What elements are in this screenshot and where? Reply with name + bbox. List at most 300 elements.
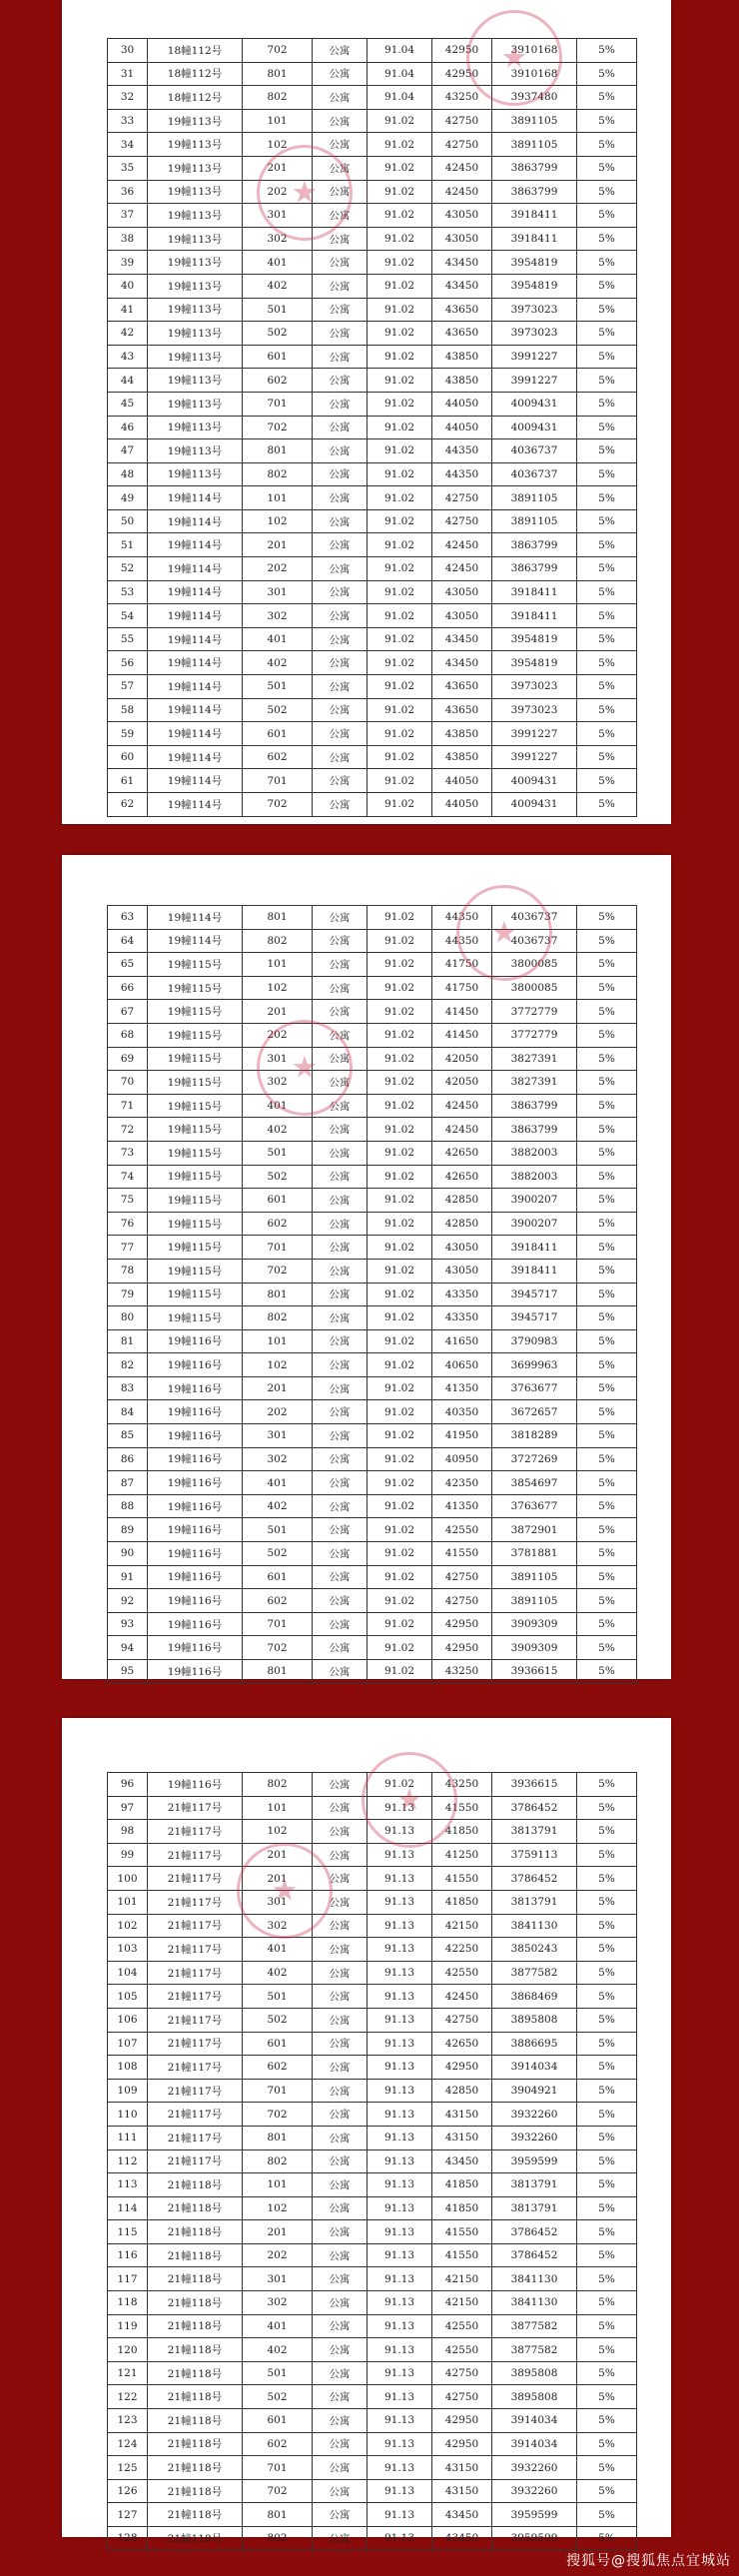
table-cell: 302 [243,1914,313,1938]
table-cell: 91.02 [368,976,432,1000]
table-cell: 91.02 [368,1542,432,1566]
table-cell: 3918411 [492,580,577,604]
table-cell: 5% [577,1961,637,1985]
table-cell: 302 [243,2291,313,2315]
table-cell: 201 [243,1376,313,1400]
table-cell: 41250 [432,1843,492,1867]
table-cell: 18幢112号 [148,86,243,110]
table-cell: 67 [108,1000,148,1024]
table-cell: 124 [108,2432,148,2456]
table-cell: 19幢115号 [148,1118,243,1142]
table-cell: 5% [577,976,637,1000]
table-cell: 公寓 [313,1306,368,1330]
table-cell: 91.02 [368,1071,432,1095]
table-cell: 5% [577,2032,637,2056]
table-cell: 502 [243,2385,313,2409]
table-cell: 21幢117号 [148,1867,243,1891]
table-cell: 81 [108,1329,148,1353]
table-cell: 公寓 [313,1938,368,1962]
table-cell: 公寓 [313,2196,368,2220]
table-row [108,39,637,63]
table-cell: 3904921 [492,2079,577,2103]
table-cell: 公寓 [313,2338,368,2362]
table-cell: 102 [243,1820,313,1844]
table-cell: 48 [108,462,148,486]
table-row [108,1094,637,1118]
table-cell: 19幢115号 [148,976,243,1000]
table-cell: 21幢117号 [148,2079,243,2103]
table-cell: 128 [108,2527,148,2551]
table-cell: 19幢114号 [148,698,243,722]
table-cell: 3909309 [492,1612,577,1636]
table-cell: 5% [577,2456,637,2480]
table-cell: 91.02 [368,1773,432,1797]
table-cell: 5% [577,1867,637,1891]
table-cell: 19幢116号 [148,1447,243,1471]
table-cell: 公寓 [313,1636,368,1660]
table-cell: 43450 [432,627,492,651]
table-cell: 3932260 [492,2103,577,2127]
table-cell: 91.13 [368,2243,432,2267]
table-cell: 43450 [432,2527,492,2551]
table-cell: 3918411 [492,1259,577,1283]
table-cell: 74 [108,1165,148,1189]
table-cell: 42450 [432,180,492,204]
table-cell: 5% [577,1773,637,1797]
table-cell: 5% [577,1189,637,1213]
table-cell: 103 [108,1938,148,1962]
table-cell: 5% [577,1376,637,1400]
table-cell: 5% [577,298,637,322]
table-cell: 公寓 [313,1914,368,1938]
table-cell: 5% [577,2126,637,2149]
table-cell: 117 [108,2267,148,2291]
table-cell: 73 [108,1141,148,1165]
table-cell: 402 [243,1118,313,1142]
table-cell: 公寓 [313,2456,368,2480]
table-cell: 公寓 [313,651,368,675]
table-cell: 5% [577,2479,637,2503]
table-row [108,156,637,180]
table-cell: 3973023 [492,698,577,722]
table-cell: 401 [243,251,313,275]
table-cell: 3891105 [492,1565,577,1589]
table-cell: 701 [243,392,313,416]
table-cell: 702 [243,793,313,817]
table-cell: 3863799 [492,1118,577,1142]
table-cell: 401 [243,627,313,651]
table-cell: 19幢115号 [148,1047,243,1071]
table-cell: 98 [108,1820,148,1844]
table-cell: 79 [108,1283,148,1306]
table-cell: 19幢113号 [148,274,243,298]
table-cell: 公寓 [313,2079,368,2103]
table-cell: 63 [108,906,148,930]
table-cell: 301 [243,1424,313,1448]
table-cell: 91.02 [368,1565,432,1589]
table-cell: 91.13 [368,1961,432,1985]
table-cell: 19幢113号 [148,392,243,416]
table-cell: 公寓 [313,1094,368,1118]
table-cell: 35 [108,156,148,180]
table-cell: 56 [108,651,148,675]
table-cell: 5% [577,1565,637,1589]
table-cell: 公寓 [313,109,368,133]
table-cell: 3813791 [492,1820,577,1844]
table-cell: 89 [108,1518,148,1542]
table-cell: 41850 [432,1890,492,1914]
table-cell: 5% [577,2220,637,2244]
table-row [108,906,637,930]
table-cell: 91.13 [368,2409,432,2433]
table-cell: 42550 [432,1961,492,1985]
table-cell: 43650 [432,698,492,722]
table-cell: 19幢113号 [148,369,243,393]
table-cell: 3891105 [492,509,577,533]
table-row [108,1542,637,1566]
table-cell: 公寓 [313,1985,368,2009]
table-cell: 3854697 [492,1471,577,1495]
table-cell: 101 [243,1329,313,1353]
table-cell: 3841130 [492,2267,577,2291]
table-row [108,1796,637,1820]
table-cell: 3959599 [492,2503,577,2527]
table-cell: 102 [243,133,313,157]
table-cell: 3914034 [492,2409,577,2433]
table-cell: 42950 [432,1636,492,1660]
table-cell: 3850243 [492,1938,577,1962]
table-cell: 91.02 [368,1259,432,1283]
table-row [108,1400,637,1424]
table-cell: 公寓 [313,1494,368,1518]
table-cell: 公寓 [313,227,368,251]
table-cell: 5% [577,2149,637,2173]
table-cell: 5% [577,953,637,977]
table-cell: 19幢116号 [148,1589,243,1613]
table-row [108,976,637,1000]
table-cell: 91.02 [368,298,432,322]
table-cell: 85 [108,1424,148,1448]
table-cell: 公寓 [313,86,368,110]
table-cell: 100 [108,1867,148,1891]
table-cell: 3786452 [492,2243,577,2267]
table-cell: 公寓 [313,1612,368,1636]
table-row [108,62,637,86]
table-row [108,416,637,439]
table-cell: 43450 [432,274,492,298]
table-cell: 101 [243,1796,313,1820]
table-row [108,1047,637,1071]
table-cell: 801 [243,1283,313,1306]
table-cell: 公寓 [313,322,368,346]
table-cell: 5% [577,1636,637,1660]
table-row [108,2173,637,2197]
table-row [108,251,637,275]
table-cell: 601 [243,1189,313,1213]
table-cell: 91.02 [368,251,432,275]
table-cell: 91.13 [368,1914,432,1938]
table-cell: 201 [243,2220,313,2244]
table-cell: 5% [577,769,637,793]
table-cell: 71 [108,1094,148,1118]
table-cell: 公寓 [313,1589,368,1613]
table-row [108,769,637,793]
table-cell: 21幢117号 [148,1820,243,1844]
table-cell: 102 [243,976,313,1000]
table-cell: 601 [243,722,313,746]
table-cell: 41350 [432,1494,492,1518]
table-cell: 公寓 [313,1424,368,1448]
table-cell: 19幢116号 [148,1542,243,1566]
table-cell: 公寓 [313,929,368,953]
table-cell: 105 [108,1985,148,2009]
table-cell: 3841130 [492,2291,577,2315]
table-cell: 19幢116号 [148,1636,243,1660]
table-cell: 41350 [432,1376,492,1400]
table-cell: 3932260 [492,2456,577,2480]
table-row [108,1612,637,1636]
table-row [108,604,637,628]
table-cell: 91.13 [368,2291,432,2315]
table-cell: 91.02 [368,345,432,369]
table-row [108,86,637,110]
table-cell: 702 [243,1259,313,1283]
table-cell: 3909309 [492,1636,577,1660]
table-cell: 公寓 [313,462,368,486]
table-cell: 30 [108,39,148,63]
table-cell: 21幢118号 [148,2361,243,2385]
table-cell: 602 [243,745,313,769]
table-row [108,462,637,486]
table-cell: 5% [577,1329,637,1353]
table-row [108,2243,637,2267]
table-cell: 公寓 [313,1329,368,1353]
table-cell: 91.02 [368,604,432,628]
table-cell: 19幢113号 [148,322,243,346]
table-cell: 91.02 [368,439,432,463]
table-cell: 19幢114号 [148,533,243,557]
table-cell: 公寓 [313,1660,368,1684]
table-cell: 108 [108,2056,148,2080]
table-cell: 19幢115号 [148,1165,243,1189]
table-cell: 82 [108,1353,148,1377]
table-cell: 公寓 [313,745,368,769]
table-cell: 公寓 [313,2267,368,2291]
table-cell: 公寓 [313,533,368,557]
table-cell: 91.13 [368,2479,432,2503]
table-cell: 43350 [432,1283,492,1306]
table-cell: 5% [577,1542,637,1566]
table-cell: 19幢115号 [148,1259,243,1283]
table-cell: 91.02 [368,204,432,228]
table-cell: 91.02 [368,1047,432,1071]
table-cell: 43250 [432,1660,492,1684]
table-cell: 46 [108,416,148,439]
table-cell: 5% [577,2267,637,2291]
table-cell: 115 [108,2220,148,2244]
table-cell: 19幢114号 [148,604,243,628]
table-cell: 801 [243,1660,313,1684]
table-row [108,2291,637,2315]
table-cell: 公寓 [313,369,368,393]
table-cell: 43450 [432,2503,492,2527]
table-cell: 126 [108,2479,148,2503]
table-cell: 501 [243,675,313,699]
table-cell: 91.02 [368,1636,432,1660]
table-row [108,2314,637,2338]
table-cell: 91.02 [368,1471,432,1495]
table-cell: 116 [108,2243,148,2267]
table-cell: 91.13 [368,2361,432,2385]
table-cell: 5% [577,1660,637,1684]
table-cell: 702 [243,2479,313,2503]
table-cell: 501 [243,298,313,322]
table-cell: 公寓 [313,2032,368,2056]
table-cell: 43450 [432,251,492,275]
table-cell: 54 [108,604,148,628]
table-cell: 36 [108,180,148,204]
table-cell: 40650 [432,1353,492,1377]
table-cell: 公寓 [313,580,368,604]
table-row [108,1914,637,1938]
table-cell: 42950 [432,2409,492,2433]
table-cell: 5% [577,1212,637,1236]
table-cell: 201 [243,1000,313,1024]
table-cell: 802 [243,2527,313,2551]
table-cell: 19幢114号 [148,580,243,604]
table-cell: 42750 [432,2361,492,2385]
table-cell: 68 [108,1023,148,1047]
table-row [108,1471,637,1495]
table-cell: 91.13 [368,2456,432,2480]
table-row [108,509,637,533]
table-cell: 43150 [432,2126,492,2149]
table-cell: 19幢115号 [148,1094,243,1118]
table-cell: 42750 [432,133,492,157]
table-cell: 5% [577,2338,637,2362]
table-cell: 4009431 [492,392,577,416]
table-cell: 202 [243,1023,313,1047]
table-cell: 3918411 [492,1236,577,1260]
table-cell: 802 [243,2149,313,2173]
table-cell: 5% [577,274,637,298]
table-cell: 3877582 [492,2338,577,2362]
table-cell: 19幢114号 [148,929,243,953]
table-cell: 19幢114号 [148,675,243,699]
table-row [108,2103,637,2127]
table-cell: 3900207 [492,1212,577,1236]
table-cell: 57 [108,675,148,699]
table-cell: 502 [243,1542,313,1566]
table-cell: 公寓 [313,2432,368,2456]
table-cell: 5% [577,1796,637,1820]
table-cell: 91.04 [368,86,432,110]
table-cell: 21幢117号 [148,2126,243,2149]
table-cell: 91.02 [368,322,432,346]
table-row [108,651,637,675]
table-cell: 42450 [432,533,492,557]
table-row [108,2149,637,2173]
table-cell: 801 [243,2126,313,2149]
table-cell: 公寓 [313,251,368,275]
table-cell: 3827391 [492,1047,577,1071]
table-cell: 301 [243,1890,313,1914]
table-cell: 302 [243,227,313,251]
table-cell: 43850 [432,369,492,393]
table-cell: 42750 [432,109,492,133]
table-cell: 19幢114号 [148,486,243,510]
table-cell: 19幢116号 [148,1773,243,1797]
table-cell: 21幢117号 [148,2149,243,2173]
table-cell: 5% [577,557,637,581]
table-cell: 91.13 [368,2196,432,2220]
table-cell: 801 [243,2503,313,2527]
table-cell: 91.13 [368,2503,432,2527]
table-cell: 5% [577,1471,637,1495]
table-cell: 19幢114号 [148,793,243,817]
table-cell: 5% [577,204,637,228]
table-cell: 5% [577,1306,637,1330]
table-cell: 701 [243,2456,313,2480]
table-cell: 公寓 [313,1353,368,1377]
table-cell: 41550 [432,1542,492,1566]
table-row [108,180,637,204]
table-cell: 91.13 [368,2432,432,2456]
table-cell: 5% [577,1023,637,1047]
table-cell: 106 [108,2008,148,2032]
table-cell: 402 [243,1494,313,1518]
table-cell: 109 [108,2079,148,2103]
table-cell: 91.02 [368,1212,432,1236]
table-cell: 91.02 [368,486,432,510]
table-cell: 公寓 [313,298,368,322]
table-cell: 21幢118号 [148,2527,243,2551]
table-cell: 19幢114号 [148,557,243,581]
table-cell: 5% [577,133,637,157]
table-cell: 41550 [432,1796,492,1820]
table-cell: 43250 [432,1773,492,1797]
table-cell: 102 [243,2196,313,2220]
table-cell: 97 [108,1796,148,1820]
table-cell: 42950 [432,62,492,86]
table-cell: 21幢117号 [148,1961,243,1985]
table-cell: 91.13 [368,2338,432,2362]
table-cell: 502 [243,2008,313,2032]
table-cell: 4009431 [492,769,577,793]
table-cell: 4036737 [492,929,577,953]
table-cell: 202 [243,1400,313,1424]
table-cell: 80 [108,1306,148,1330]
table-cell: 43650 [432,675,492,699]
table-cell: 3827391 [492,1071,577,1095]
table-cell: 5% [577,2196,637,2220]
table-cell: 601 [243,2032,313,2056]
table-cell: 75 [108,1189,148,1213]
table-cell: 5% [577,1236,637,1260]
table-cell: 公寓 [313,392,368,416]
table-cell: 91.02 [368,1376,432,1400]
table-cell: 90 [108,1542,148,1566]
table-cell: 3936615 [492,1660,577,1684]
table-cell: 91.13 [368,2527,432,2551]
table-cell: 3936615 [492,1773,577,1797]
table-cell: 19幢113号 [148,416,243,439]
table-cell: 5% [577,2503,637,2527]
table-cell: 402 [243,274,313,298]
table-cell: 43850 [432,722,492,746]
table-row [108,1306,637,1330]
table-row [108,1867,637,1891]
